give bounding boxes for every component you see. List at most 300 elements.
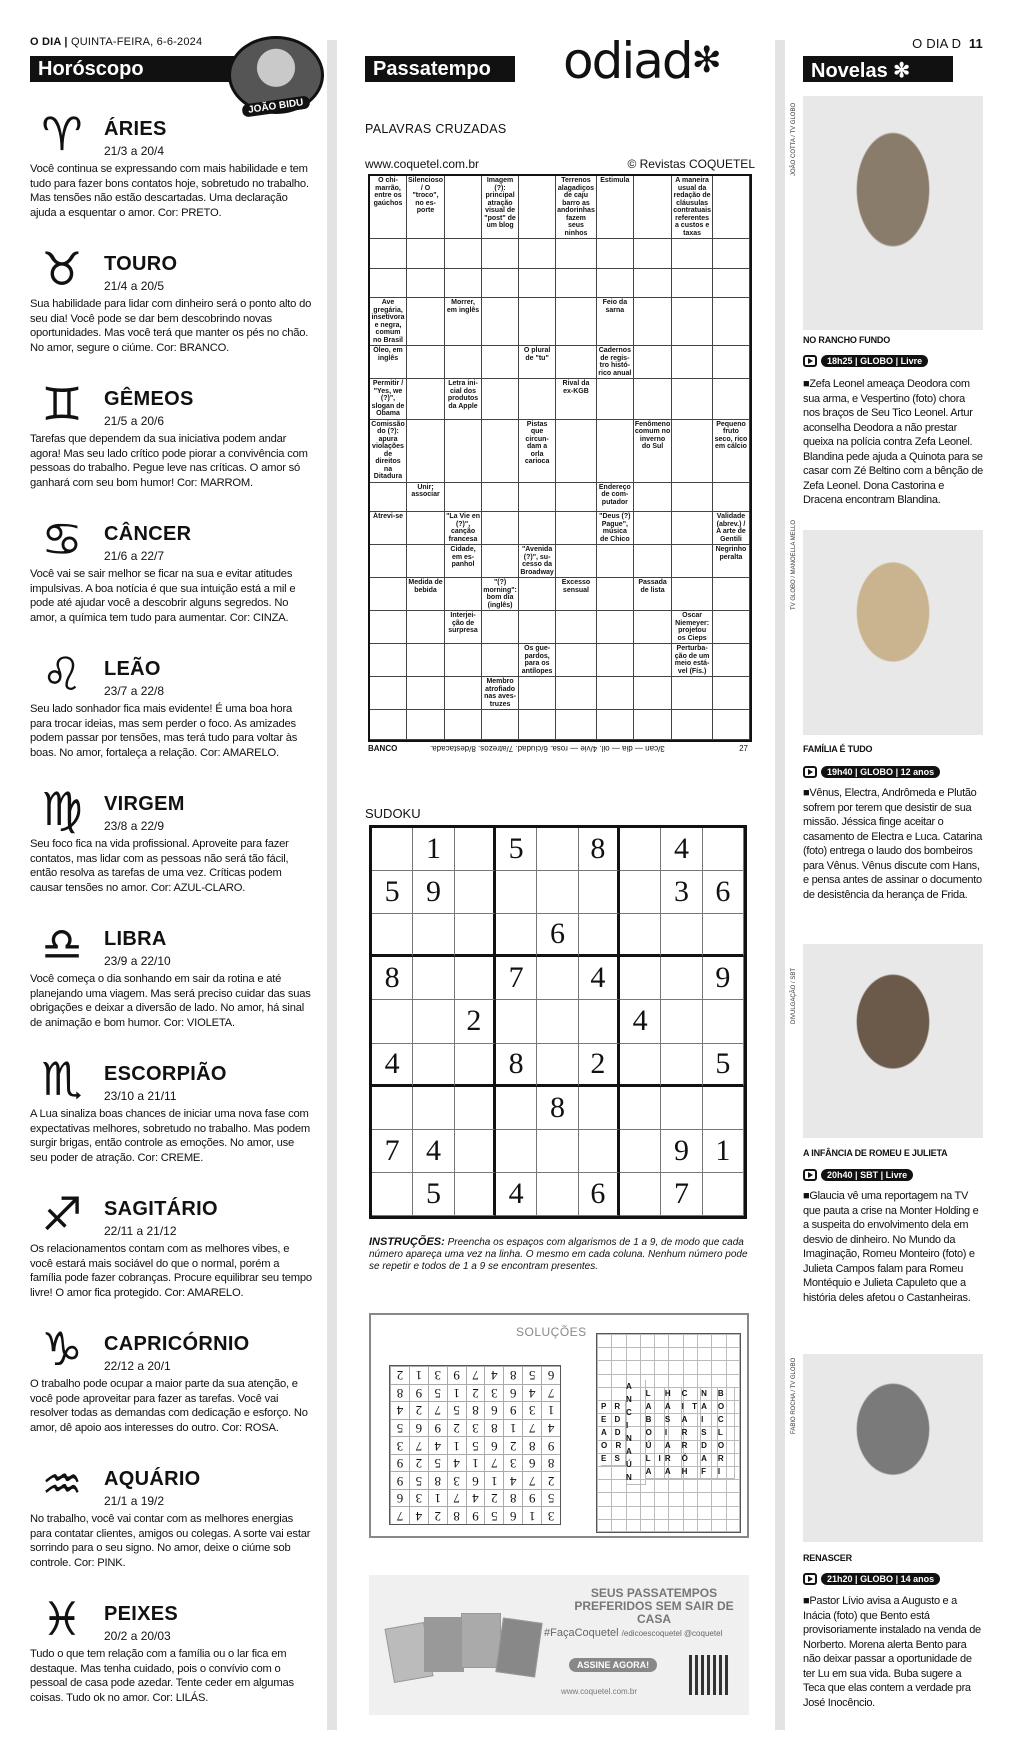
- crossword-cell[interactable]: [445, 420, 482, 483]
- sudoku-cell: 4: [620, 1000, 661, 1043]
- crossword-cell[interactable]: [519, 710, 556, 740]
- sudoku-cell[interactable]: [455, 871, 496, 914]
- crossword-cell[interactable]: [713, 239, 750, 269]
- sudoku-cell[interactable]: [620, 871, 661, 914]
- crossword-cell[interactable]: [597, 239, 634, 269]
- sign-dates: 21/1 a 19/2: [104, 1494, 165, 1508]
- sudoku-cell[interactable]: [620, 1087, 661, 1130]
- sudoku-cell[interactable]: [620, 914, 661, 957]
- solution-cell: 5: [428, 1384, 447, 1402]
- crossword-cell[interactable]: [556, 346, 597, 379]
- solution-cell: 4: [522, 1384, 541, 1402]
- crossword-clue: Rival da ex-KGB: [556, 379, 597, 420]
- page-header-left: O DIA | QUINTA-FEIRA, 6-6-2024: [30, 36, 203, 48]
- crossword-cell[interactable]: [634, 644, 672, 677]
- crossword-cell[interactable]: [634, 298, 672, 346]
- sudoku-cell[interactable]: [455, 828, 496, 871]
- sudoku-cell[interactable]: [413, 914, 454, 957]
- crossword-cell[interactable]: [407, 644, 445, 677]
- sudoku-cell: 5: [413, 1173, 454, 1216]
- crossword-cell[interactable]: [482, 420, 519, 483]
- sudoku-cell[interactable]: [413, 957, 454, 1000]
- crossword-clue: Fenômeno comum no inverno do Sul: [634, 420, 672, 483]
- crossword-clue: Interjei-ção de surpresa: [445, 611, 482, 644]
- crossword-cell[interactable]: [370, 644, 407, 677]
- solution-cell: 5: [428, 1454, 447, 1472]
- sudoku-cell[interactable]: [372, 1087, 413, 1130]
- solution-cell: 7: [522, 1471, 541, 1489]
- crossword-cell[interactable]: [634, 346, 672, 379]
- sudoku-cell[interactable]: [413, 1087, 454, 1130]
- solution-cell: 1: [409, 1366, 428, 1384]
- crossword-cell[interactable]: [713, 710, 750, 740]
- sudoku-cell[interactable]: [579, 1087, 620, 1130]
- novela-photo: [803, 96, 983, 330]
- crossword-cell[interactable]: [370, 677, 407, 710]
- crossword-cell[interactable]: [672, 420, 713, 483]
- crossword-cell[interactable]: [672, 578, 713, 611]
- photo-credit: FABIO ROCHA / TV GLOBO: [791, 1357, 797, 1434]
- sudoku-cell[interactable]: [413, 1044, 454, 1087]
- crossword-cell[interactable]: [445, 578, 482, 611]
- crossword-cell[interactable]: [407, 545, 445, 578]
- sudoku-cell[interactable]: [620, 1130, 661, 1173]
- sudoku-cell: 1: [703, 1130, 744, 1173]
- solution-cell: 8: [484, 1419, 503, 1437]
- crossword-cell[interactable]: [445, 644, 482, 677]
- solution-cell: 2: [390, 1366, 409, 1384]
- solution-cell: 5: [541, 1489, 560, 1507]
- crossword-cell[interactable]: [370, 545, 407, 578]
- coquetel-ad[interactable]: [369, 1575, 749, 1715]
- sagittarius-icon: ♐: [41, 1187, 83, 1241]
- crossword-cell[interactable]: [445, 483, 482, 513]
- crossword-cell[interactable]: [407, 512, 445, 545]
- sign-name: VIRGEM: [104, 793, 185, 815]
- crossword-cell[interactable]: [672, 346, 713, 379]
- crossword-cell[interactable]: [713, 677, 750, 710]
- sign-dates: 23/10 a 21/11: [104, 1089, 177, 1103]
- crossword-cell[interactable]: [713, 298, 750, 346]
- crossword-cell[interactable]: [407, 420, 445, 483]
- sudoku-cell[interactable]: [455, 1173, 496, 1216]
- solution-cell: 3: [428, 1366, 447, 1384]
- solution-cell: 3: [390, 1436, 409, 1454]
- novela-schedule: [803, 355, 928, 367]
- crossword-cell[interactable]: [519, 298, 556, 346]
- sudoku-cell[interactable]: [703, 1087, 744, 1130]
- crossword-cell[interactable]: [597, 611, 634, 644]
- crossword-cell[interactable]: [672, 677, 713, 710]
- sudoku-cell[interactable]: [537, 871, 578, 914]
- sign-text: No trabalho, você vai contar com as melhores energias para contatar clientes, amigos ou colegas. A sorte vai estar sorrindo para o seu signo. No amor, deixe o ciúme sob controle. Cor: PINK.: [30, 1513, 311, 1569]
- solution-row: A N C I N A Ú N: [626, 1380, 646, 1485]
- crossword-cell[interactable]: [672, 298, 713, 346]
- sudoku-cell: 4: [579, 957, 620, 1000]
- sudoku-solution: [389, 1365, 561, 1525]
- sudoku-cell[interactable]: [703, 828, 744, 871]
- sign-dates: 20/2 a 20/03: [104, 1629, 171, 1643]
- crossword-cell[interactable]: [556, 269, 597, 299]
- sudoku-cell[interactable]: [455, 914, 496, 957]
- crossword-cell[interactable]: [672, 545, 713, 578]
- crossword-cell[interactable]: [445, 346, 482, 379]
- sudoku-cell: 7: [496, 957, 537, 1000]
- sign-text: Sua habilidade para lidar com dinheiro será o ponto alto do seu dia! Você pode se dar bem descobrindo novas oportunidades. Mas você terá que manter os pés no chão. No amor, segure o ciúme. Cor: BRANCO.: [30, 298, 312, 354]
- crossword-clue: "Avenida (?)", su-cesso da Broadway: [519, 545, 556, 578]
- crossword-cell[interactable]: [556, 644, 597, 677]
- solution-cell: 9: [447, 1366, 466, 1384]
- sudoku-cell[interactable]: [579, 1130, 620, 1173]
- subscribe-button[interactable]: ASSINE AGORA!: [569, 1658, 657, 1672]
- crossword-cell[interactable]: [556, 512, 597, 545]
- sudoku-cell[interactable]: [455, 1044, 496, 1087]
- crossword-cell[interactable]: [556, 545, 597, 578]
- crossword-cell[interactable]: [482, 644, 519, 677]
- virgo-icon: ♍: [41, 782, 83, 836]
- sign-text: A Lua sinaliza boas chances de iniciar uma nova fase com expectativas melhores, sobretudo no trabalho. Mas podem surgir brigas, então controle as emoções. No amor, use seu poder de atração. Cor: CREME.: [30, 1108, 311, 1164]
- section-title-horoscopo: Horóscopo: [30, 56, 312, 82]
- crossword-clue: Silencioso / O "troco", no es-porte: [407, 176, 445, 239]
- sign-name: TOURO: [104, 253, 178, 275]
- crossword-cell[interactable]: [519, 677, 556, 710]
- crossword-cell[interactable]: [445, 269, 482, 299]
- crossword-cell[interactable]: [713, 379, 750, 420]
- novela-title: RENASCER: [803, 1553, 852, 1563]
- crossword-cell[interactable]: [445, 176, 482, 239]
- crossword-cell[interactable]: [519, 269, 556, 299]
- sudoku-cell[interactable]: [661, 957, 702, 1000]
- sudoku-cell: 8: [579, 828, 620, 871]
- crossword-cell[interactable]: [556, 298, 597, 346]
- sudoku-cell[interactable]: [661, 914, 702, 957]
- sudoku-cell[interactable]: [620, 957, 661, 1000]
- crossword-cell[interactable]: [370, 483, 407, 513]
- solution-cell: 4: [409, 1506, 428, 1524]
- sudoku-cell[interactable]: [537, 1173, 578, 1216]
- crossword-clue: Unir; associar: [407, 483, 445, 513]
- sudoku-cell[interactable]: [496, 1130, 537, 1173]
- solution-cell: 6: [409, 1419, 428, 1437]
- sudoku-cell[interactable]: [537, 957, 578, 1000]
- crossword-cell[interactable]: [634, 512, 672, 545]
- sign-name: LIBRA: [104, 928, 167, 950]
- crossword-cell[interactable]: [713, 578, 750, 611]
- asterisk-icon: ✻: [893, 60, 911, 82]
- novela-photo: [803, 530, 983, 735]
- sign-name: PEIXES: [104, 1603, 179, 1625]
- pisces-icon: ♓: [41, 1592, 83, 1646]
- solution-cell: 5: [522, 1366, 541, 1384]
- crossword-cell[interactable]: [445, 239, 482, 269]
- novela-summary: ■Vênus, Electra, Andrômeda e Plutão sofrem por terem que desistir de sua missão. Jéssica finge aceitar o casamento de Electra e Luca. Catarina (foto) entrega o laudo dos bombeiros para Vênus. Vênus discute com Hans, e pensa antes de assinar o documento de desistência da herança de Frida.: [803, 787, 983, 901]
- solution-cell: 7: [390, 1506, 409, 1524]
- sudoku-cell[interactable]: [372, 1000, 413, 1043]
- cancer-icon: ♋: [41, 512, 83, 566]
- solution-cell: 3: [484, 1384, 503, 1402]
- crossword-cell[interactable]: [672, 379, 713, 420]
- sudoku-cell[interactable]: [579, 914, 620, 957]
- crossword-cell[interactable]: [482, 611, 519, 644]
- crossword-cell[interactable]: [634, 379, 672, 420]
- section-title-novelas: Novelas ✻: [803, 56, 953, 82]
- sudoku-cell[interactable]: [413, 1000, 454, 1043]
- crossword-clue: "Deus (?) Pague", música de Chico: [597, 512, 634, 545]
- crossword-cell[interactable]: [519, 176, 556, 239]
- crossword-cell[interactable]: [407, 611, 445, 644]
- solution-row: C I T A R R Ó H: [682, 1387, 702, 1479]
- solution-cell: 9: [522, 1489, 541, 1507]
- sudoku-cell: 2: [455, 1000, 496, 1043]
- solution-cell: 6: [503, 1506, 522, 1524]
- magazine-cover: [495, 1617, 542, 1677]
- crossword-solution: [596, 1333, 741, 1533]
- sudoku-cell: 6: [579, 1173, 620, 1216]
- crossword-cell[interactable]: [482, 483, 519, 513]
- solution-cell: 7: [466, 1366, 485, 1384]
- crossword-cell[interactable]: [445, 677, 482, 710]
- crossword-cell[interactable]: [370, 239, 407, 269]
- solution-cell: 9: [390, 1471, 409, 1489]
- crossword-cell[interactable]: [519, 483, 556, 513]
- crossword-cell[interactable]: [597, 545, 634, 578]
- crossword-cell[interactable]: [597, 578, 634, 611]
- sudoku-cell: 9: [703, 957, 744, 1000]
- crossword-cell[interactable]: [482, 545, 519, 578]
- sudoku-cell[interactable]: [537, 1130, 578, 1173]
- solution-cell: 1: [541, 1401, 560, 1419]
- crossword-cell[interactable]: [407, 677, 445, 710]
- crossword-cell[interactable]: [519, 611, 556, 644]
- novela-schedule: [803, 766, 940, 778]
- sign-dates: 23/7 a 22/8: [104, 684, 165, 698]
- crossword-cell[interactable]: [634, 483, 672, 513]
- sudoku-cell[interactable]: [537, 1044, 578, 1087]
- crossword-cell[interactable]: [634, 176, 672, 239]
- solution-cell: 8: [447, 1506, 466, 1524]
- sudoku-cell: 8: [496, 1044, 537, 1087]
- crossword-cell[interactable]: [634, 710, 672, 740]
- solution-cell: 3: [466, 1419, 485, 1437]
- crossword-cell[interactable]: [634, 269, 672, 299]
- page-header-right: O DIA D 11: [912, 36, 983, 51]
- sudoku-cell[interactable]: [661, 1044, 702, 1087]
- crossword-cell[interactable]: [519, 512, 556, 545]
- sudoku-cell[interactable]: [372, 914, 413, 957]
- novela-schedule: [803, 1573, 940, 1585]
- crossword-cell[interactable]: [370, 269, 407, 299]
- sudoku-cell[interactable]: [703, 1000, 744, 1043]
- crossword-cell[interactable]: [597, 644, 634, 677]
- solution-cell: 3: [503, 1454, 522, 1472]
- sudoku-cell: 5: [703, 1044, 744, 1087]
- sign-name: ÁRIES: [104, 118, 167, 140]
- crossword-cell[interactable]: [407, 239, 445, 269]
- crossword-cell[interactable]: [556, 677, 597, 710]
- sudoku-cell: 3: [661, 871, 702, 914]
- sign-name: ESCORPIÃO: [104, 1063, 227, 1085]
- sudoku-cell[interactable]: [455, 957, 496, 1000]
- sudoku-cell[interactable]: [579, 1000, 620, 1043]
- crossword-cell[interactable]: [597, 677, 634, 710]
- crossword-cell[interactable]: [672, 710, 713, 740]
- sign-name: LEÃO: [104, 658, 161, 680]
- crossword-cell[interactable]: [407, 298, 445, 346]
- crossword-cell[interactable]: [445, 710, 482, 740]
- sudoku-cell[interactable]: [661, 1087, 702, 1130]
- sudoku-cell[interactable]: [496, 914, 537, 957]
- solution-cell: 7: [522, 1419, 541, 1437]
- crossword-clue: Excesso sensual: [556, 578, 597, 611]
- crossword-clue: Os gue-pardos, para os antílopes: [519, 644, 556, 677]
- crossword-url: www.coquetel.com.br: [365, 157, 480, 171]
- crossword-cell[interactable]: [370, 611, 407, 644]
- taurus-icon: ♉: [41, 242, 83, 296]
- sudoku-cell[interactable]: [703, 914, 744, 957]
- crossword-clue: Imagem (?): principal atração visual de "post" de um blog: [482, 176, 519, 239]
- sign-dates: 21/3 a 20/4: [104, 144, 165, 158]
- crossword-cell[interactable]: [672, 483, 713, 513]
- crossword-clue: Cidade, em es-panhol: [445, 545, 482, 578]
- crossword-clue: Medida de bebida: [407, 578, 445, 611]
- sudoku-cell: 4: [413, 1130, 454, 1173]
- solution-cell: 9: [541, 1436, 560, 1454]
- crossword-cell[interactable]: [634, 677, 672, 710]
- crossword-cell[interactable]: [482, 346, 519, 379]
- solution-cell: 1: [428, 1489, 447, 1507]
- crossword-solution-rows: [597, 1334, 740, 1532]
- solution-cell: 2: [447, 1419, 466, 1437]
- solution-cell: 6: [484, 1436, 503, 1454]
- solution-cell: 8: [390, 1384, 409, 1402]
- sudoku-cell[interactable]: [620, 828, 661, 871]
- sudoku-cell[interactable]: [455, 1130, 496, 1173]
- crossword-cell[interactable]: [482, 512, 519, 545]
- solution-cell: 7: [541, 1384, 560, 1402]
- sign-dates: 23/8 a 22/9: [104, 819, 165, 833]
- crossword-clue: Óleo, em inglês: [370, 346, 407, 379]
- crossword-cell[interactable]: [482, 710, 519, 740]
- sign-name: SAGITÁRIO: [104, 1198, 218, 1220]
- crossword-cell[interactable]: [556, 483, 597, 513]
- sudoku-cell[interactable]: [661, 1000, 702, 1043]
- crossword-cell[interactable]: [597, 379, 634, 420]
- play-icon: [803, 1169, 817, 1181]
- crossword-clue: Feio da sarna: [597, 298, 634, 346]
- solution-cell: 1: [522, 1506, 541, 1524]
- crossword-cell[interactable]: [713, 644, 750, 677]
- crossword-cell[interactable]: [672, 269, 713, 299]
- crossword-cell[interactable]: [713, 346, 750, 379]
- qr-code-icon[interactable]: [689, 1655, 729, 1695]
- solution-cell: 7: [428, 1401, 447, 1419]
- crossword-cell[interactable]: [407, 346, 445, 379]
- sudoku-cell[interactable]: [372, 1173, 413, 1216]
- sudoku-cell[interactable]: [703, 1173, 744, 1216]
- ad-url[interactable]: www.coquetel.com.br: [561, 1687, 638, 1696]
- crossword-cell[interactable]: [713, 176, 750, 239]
- crossword-cell[interactable]: [556, 239, 597, 269]
- sign-dates: 23/9 a 22/10: [104, 954, 171, 968]
- sign-text: Seu lado sonhador fica mais evidente! É uma boa hora para trocar ideias, mas sem perder o foco. As amizades podem passar por tensões, mas terá tudo para voltar às boas. No amor, fortaleça a relação. Cor: AMARELO.: [30, 703, 298, 759]
- solution-cell: 5: [390, 1419, 409, 1437]
- solution-cell: 4: [428, 1436, 447, 1454]
- crossword-clue: Passada de lista: [634, 578, 672, 611]
- section-title-passatempo: Passatempo: [365, 56, 515, 82]
- sudoku-cell[interactable]: [579, 871, 620, 914]
- solution-cell: 3: [541, 1506, 560, 1524]
- sudoku-cell[interactable]: [496, 1000, 537, 1043]
- solution-cell: 8: [466, 1401, 485, 1419]
- crossword-cell[interactable]: [634, 239, 672, 269]
- crossword-cell[interactable]: [556, 611, 597, 644]
- solution-cell: 7: [484, 1454, 503, 1472]
- crossword-cell[interactable]: [672, 239, 713, 269]
- crossword-cell[interactable]: [519, 578, 556, 611]
- sudoku-cell[interactable]: [496, 1087, 537, 1130]
- crossword-cell[interactable]: [634, 611, 672, 644]
- crossword-cell[interactable]: [556, 420, 597, 483]
- novela-title: A INFÂNCIA DE ROMEU E JULIETA: [803, 1148, 948, 1158]
- crossword-cell[interactable]: [672, 512, 713, 545]
- play-icon: [803, 355, 817, 367]
- crossword-cell[interactable]: [713, 483, 750, 513]
- crossword-cell[interactable]: [482, 298, 519, 346]
- solution-cell: 9: [503, 1401, 522, 1419]
- sudoku-cell[interactable]: [537, 1000, 578, 1043]
- novela-title: FAMÍLIA É TUDO: [803, 744, 873, 754]
- crossword-cell[interactable]: [597, 710, 634, 740]
- crossword-cell[interactable]: [482, 239, 519, 269]
- solution-cell: 9: [466, 1506, 485, 1524]
- solution-cell: 5: [466, 1436, 485, 1454]
- sudoku-cell[interactable]: [496, 871, 537, 914]
- sudoku-cell[interactable]: [537, 828, 578, 871]
- solution-cell: 2: [409, 1454, 428, 1472]
- solution-cell: 5: [447, 1401, 466, 1419]
- crossword-cell[interactable]: [713, 611, 750, 644]
- novela-photo: [803, 1354, 983, 1542]
- crossword-cell[interactable]: [370, 578, 407, 611]
- sign-name: AQUÁRIO: [104, 1468, 201, 1490]
- crossword-cell[interactable]: [482, 269, 519, 299]
- crossword-cell[interactable]: [407, 710, 445, 740]
- sign-text: Você vai se sair melhor se ficar na sua e evitar atitudes impulsivas. A boa notícia é que sua intuição está a mil e pode até ajudar você a descobrir alguns segredos. No amor, a química tem tudo para aumentar. Cor: CINZA.: [30, 568, 296, 624]
- schedule-pill: 18h25 | GLOBO | Livre: [821, 355, 928, 367]
- crossword-cell[interactable]: [407, 379, 445, 420]
- crossword-cell[interactable]: [634, 545, 672, 578]
- crossword-cell[interactable]: [370, 710, 407, 740]
- crossword-cell[interactable]: [519, 379, 556, 420]
- crossword-cell[interactable]: [519, 239, 556, 269]
- photo-credit: DIVULGAÇÃO / SBT: [791, 967, 797, 1024]
- sudoku-cell[interactable]: [455, 1087, 496, 1130]
- crossword-cell[interactable]: [597, 269, 634, 299]
- bank-text: 3/can — dia — oil. 4/vie — rosa. 6/ciudad. 7/atrezos. 8/destacada.: [429, 744, 665, 753]
- crossword-cell[interactable]: [482, 379, 519, 420]
- solutions-title: SOLUÇÕES: [516, 1325, 587, 1339]
- crossword-cell[interactable]: [556, 710, 597, 740]
- schedule-pill: 20h40 | SBT | Livre: [821, 1169, 913, 1181]
- sudoku-cell[interactable]: [620, 1173, 661, 1216]
- crossword-cell[interactable]: [407, 269, 445, 299]
- sudoku-cell[interactable]: [372, 828, 413, 871]
- aries-icon: ♈: [41, 107, 83, 161]
- crossword-cell[interactable]: [713, 269, 750, 299]
- crossword-cell[interactable]: [597, 420, 634, 483]
- sudoku-cell[interactable]: [620, 1044, 661, 1087]
- capricorn-icon: ♑: [41, 1322, 83, 1376]
